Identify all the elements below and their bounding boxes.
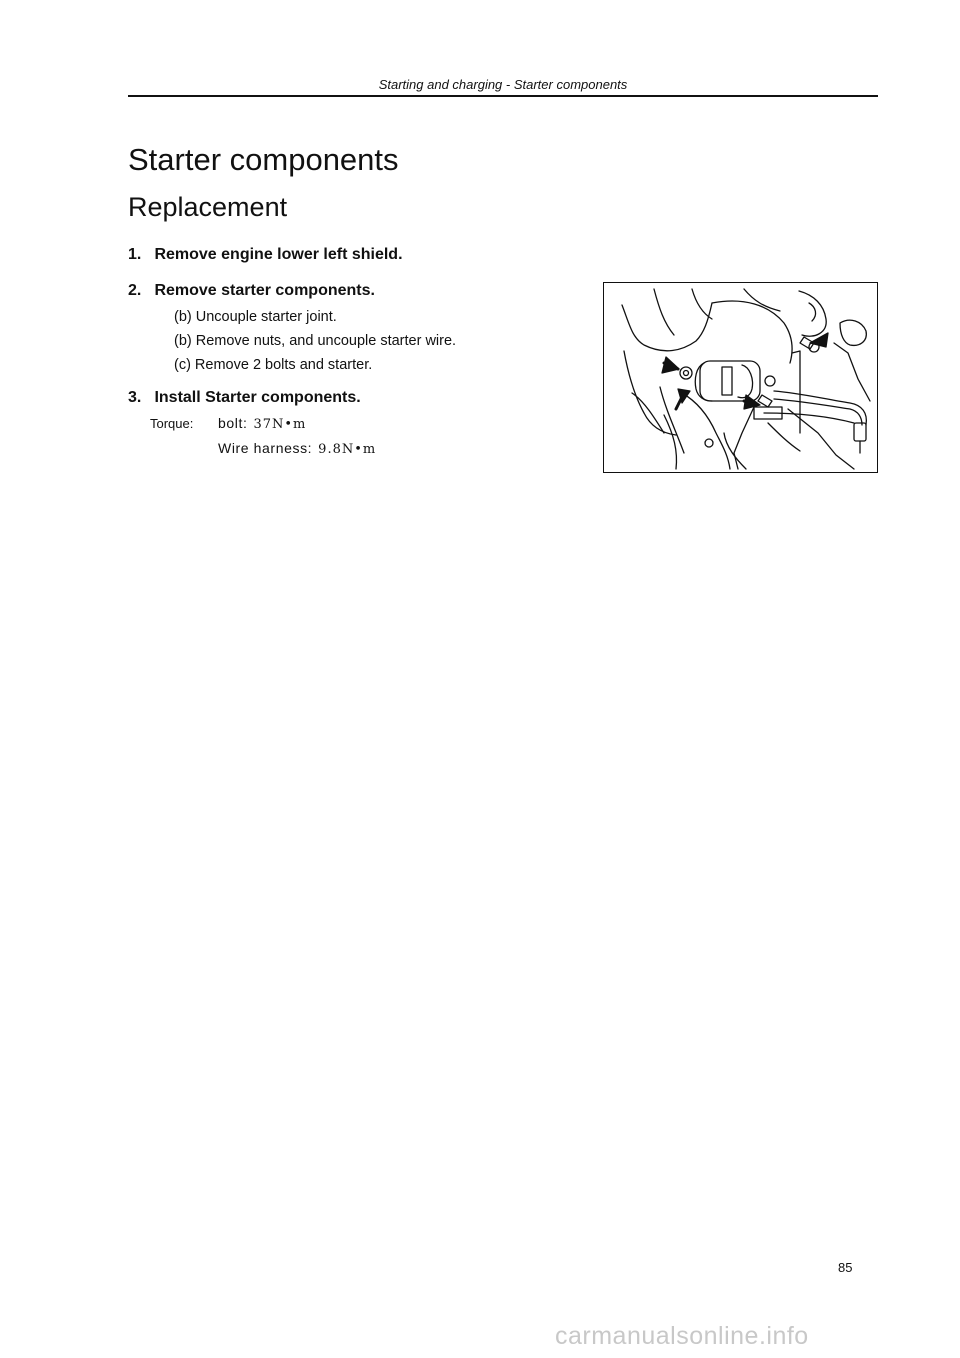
page-title: Starter components [128,142,399,177]
header-rule [128,95,878,97]
substep-remove-nuts: (b) Remove nuts, and uncouple starter wire. [174,333,457,349]
torque-label: Torque: [150,416,194,431]
step-3 [128,389,361,407]
step-2 [128,282,375,300]
step-number: 2. [128,282,142,299]
torque-item-name: Wire harness: [218,440,313,456]
torque-wire-harness [218,440,376,457]
substep-uncouple-joint: (b) Uncouple starter joint. [174,309,337,325]
running-header: Starting and charging - Starter components [378,77,628,92]
watermark: carmanualsonline.info [555,1322,809,1350]
step-number: 3. [128,389,142,406]
section-subtitle: Replacement [128,192,288,222]
torque-bolt [218,415,306,432]
substep-remove-bolts: (c) Remove 2 bolts and starter. [174,357,373,373]
torque-item-name: bolt: [218,415,248,431]
step-1 [128,246,403,264]
step-number: 1. [128,246,142,263]
step-text: Remove engine lower left shield. [154,246,403,263]
step-text: Install Starter components. [154,389,361,406]
starter-motor-illustration-icon [604,283,877,472]
step-text: Remove starter components. [154,282,375,299]
starter-figure [603,282,878,473]
torque-item-value: 9.8N•m [318,442,377,457]
page-number: 85 [838,1260,853,1275]
torque-item-value: 37N•m [253,417,307,432]
